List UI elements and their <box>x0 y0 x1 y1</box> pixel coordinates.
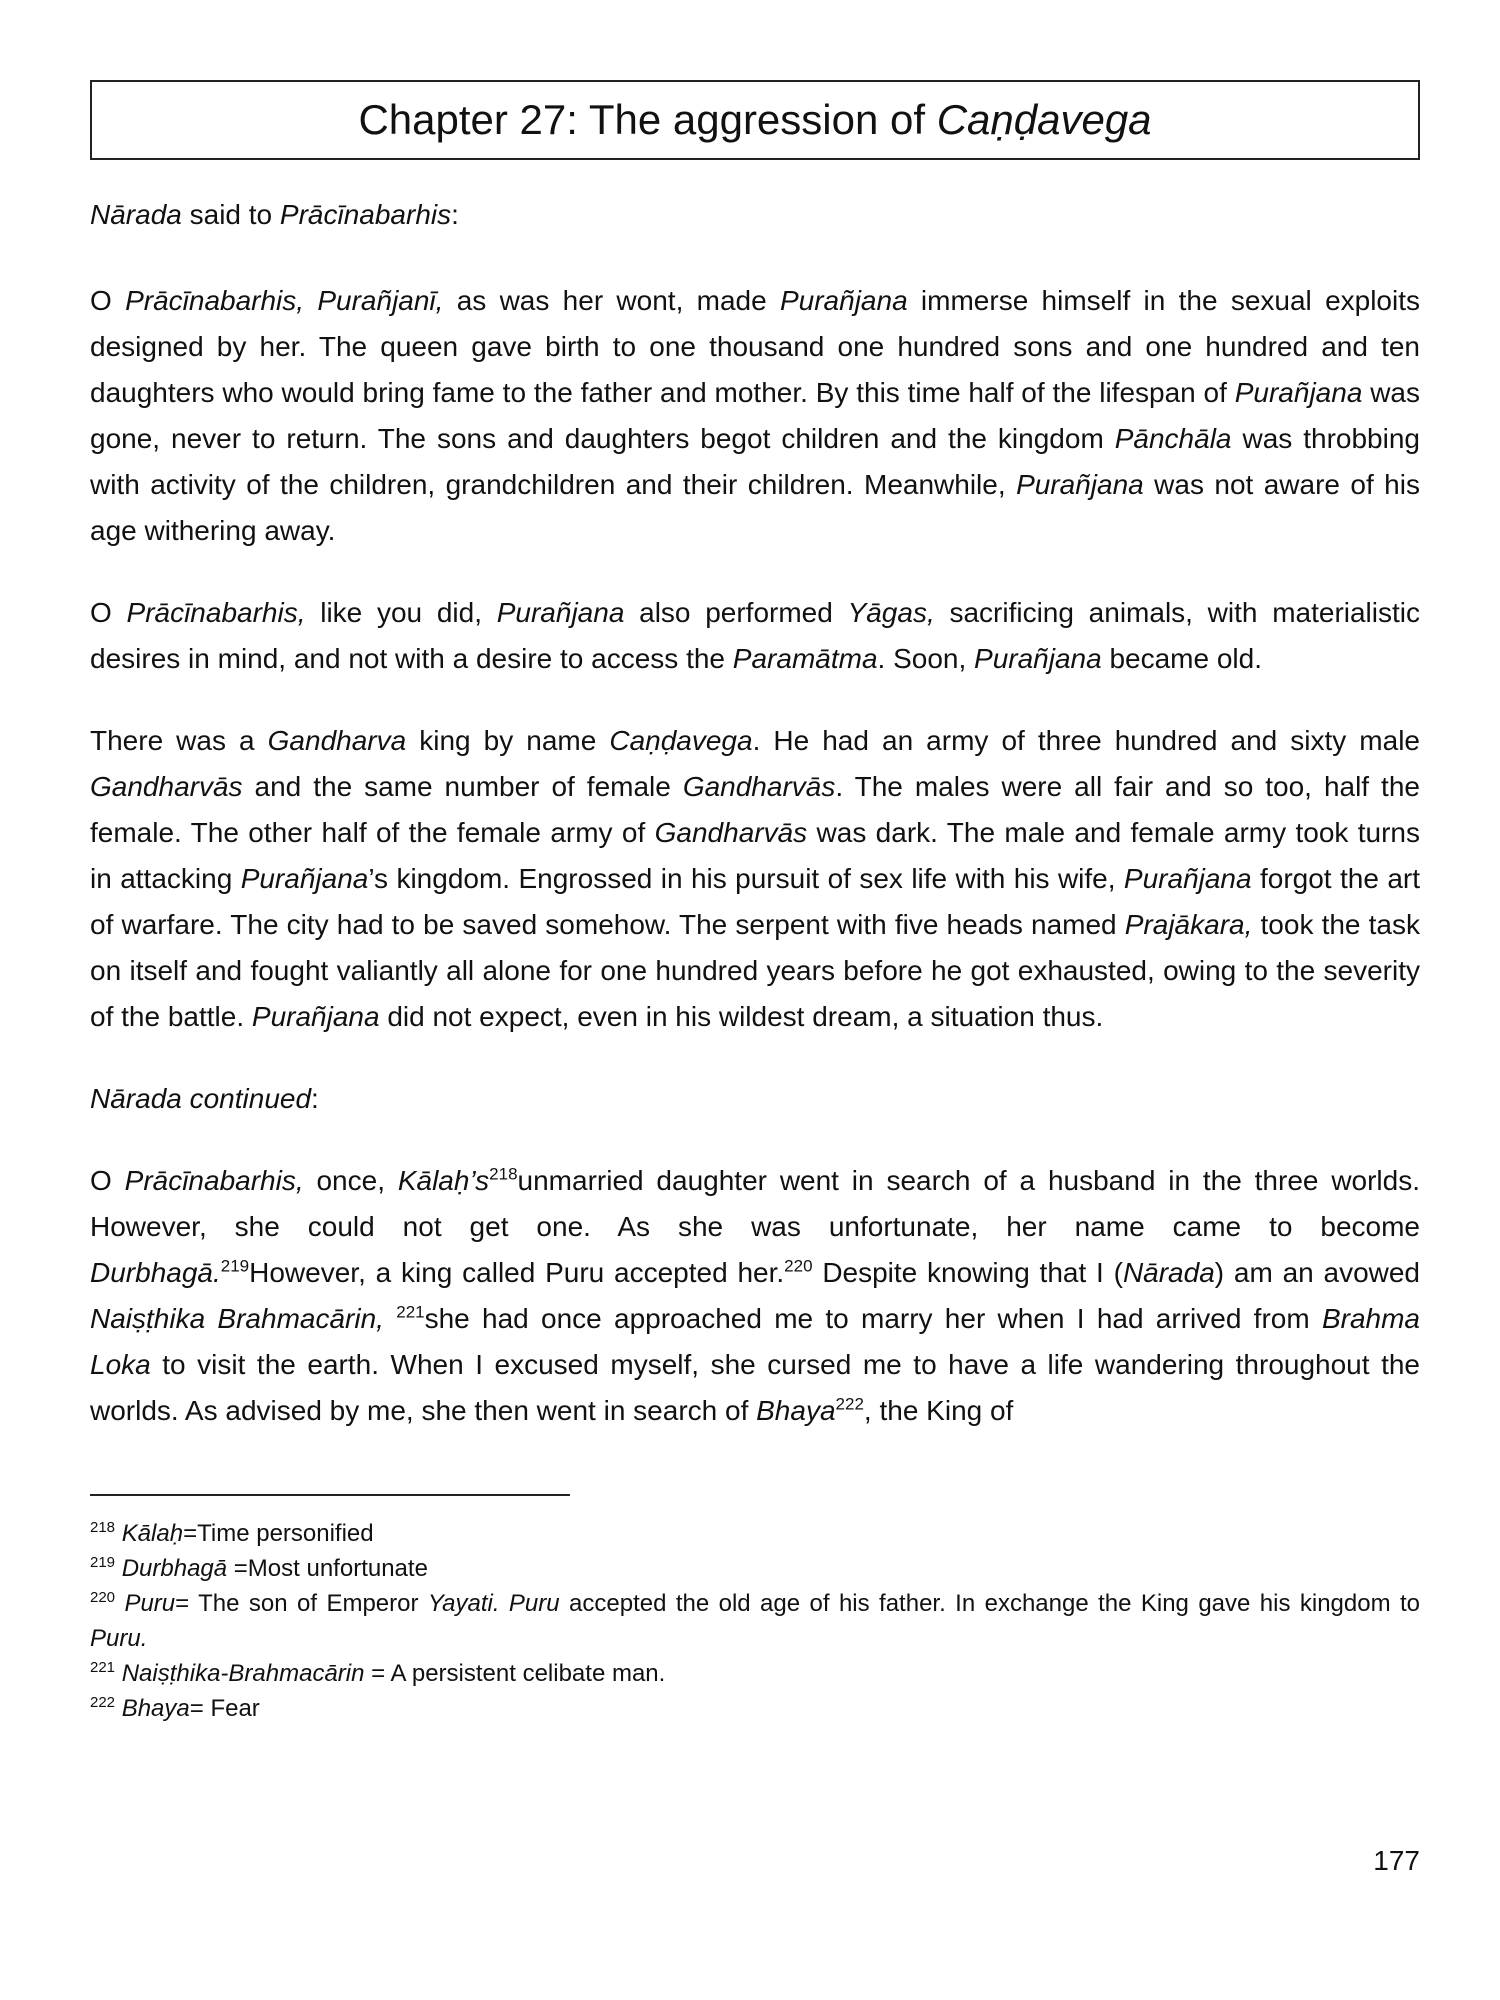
footnote-222: $^{222}$ Bhaya= Fear <box>90 1694 260 1722</box>
footnote-ref: 219 <box>220 1256 250 1276</box>
speaker-text: said to <box>181 199 280 230</box>
page-number: 177 <box>1373 1845 1420 1876</box>
page-content <box>90 80 1420 1726</box>
footnote-ref: 218 <box>489 1164 518 1184</box>
chapter-title-name: Caṇḍavega <box>936 96 1152 143</box>
speaker-line <box>90 192 1420 238</box>
footnote-ref: 220 <box>784 1256 813 1276</box>
footnotes <box>90 1516 1420 1726</box>
paragraph-1: O Prācīnabarhis, Purañjanī, as was her wont, made Purañjana immerse himself in the sexual exploits designed by her. The queen gave birth to one thousand one hundred sons and one hundred and ten daughters who would bring fame to the father and mother. By this time half of the lifespan of Purañjana was gone, never to return. The sons and daughters begot children and the kingdom Pānchāla was throbbing with activity of the children, grandchildren and their children. Meanwhile, Purañjana was not aware of his age withering away. <box>90 285 1421 546</box>
continued-line: Nārada continued: <box>90 1083 319 1114</box>
footnote-219: $^{219}$ Durbhagā =Most unfortunate <box>90 1554 428 1582</box>
listener-name: Prācīnabarhis <box>279 199 452 230</box>
footnote-ref: 222 <box>835 1394 864 1414</box>
footnote-218: $^{218}$ Kālaḥ=Time personified <box>90 1519 374 1547</box>
footnote-220: $^{220}$ Puru= The son of Emperor Yayati. Puru accepted the old age of his father. In exchange the King gave his kingdom to Puru. <box>90 1589 1421 1652</box>
footnote-221: $^{221}$ Naiṣṭhika-Brahmacārin = A persistent celibate man. <box>90 1659 666 1687</box>
paragraph-2: O Prācīnabarhis, like you did, Purañjana also performed Yāgas, sacrificing animals, with materialistic desires in mind, and not with a desire to access the Paramātma. Soon, Purañjana became old. <box>90 597 1420 674</box>
chapter-title <box>90 80 1420 160</box>
speaker-colon: : <box>451 199 459 230</box>
paragraph-4: O Prācīnabarhis, once, $Kālaḥ’s^{218}unmarried$ daughter went in search of a husband in the three worlds. However, she could not get one. As she was unfortunate, her name came to become Durbhagā.$^{219}$However, a king called Puru accepted her.$^{220}$ Despite knowing that I (Nārada) am an avowed Naiṣṭhika Brahmacārin, $^{221}$she had once approached me to marry her when I had arrived from Brahma Loka to visit the earth. When I excused myself, she cursed me to have a life wandering throughout the worlds. As advised by me, she then went in search of Bhaya$^{222}$, the King of <box>90 1164 1421 1426</box>
chapter-title-prefix: Chapter 27: The aggression of <box>358 96 937 143</box>
footnote-ref: 221 <box>396 1302 425 1322</box>
paragraph-3: There was a Gandharva king by name Caṇḍavega. He had an army of three hundred and sixty male Gandharvās and the same number of female Gandharvās. The males were all fair and so too, half the female. The other half of the female army of Gandharvās was dark. The male and female army took turns in attacking Purañjana’s kingdom. Engrossed in his pursuit of sex life with his wife, Purañjana forgot the art of warfare. The city had to be saved somehow. The serpent with five heads named Prajākara, took the task on itself and fought valiantly all alone for one hundred years before he got exhausted, owing to the severity of the battle. Purañjana did not expect, even in his wildest dream, a situation thus. <box>90 725 1420 1032</box>
speaker-name: Nārada <box>90 199 182 230</box>
footnote-divider <box>90 1494 570 1496</box>
